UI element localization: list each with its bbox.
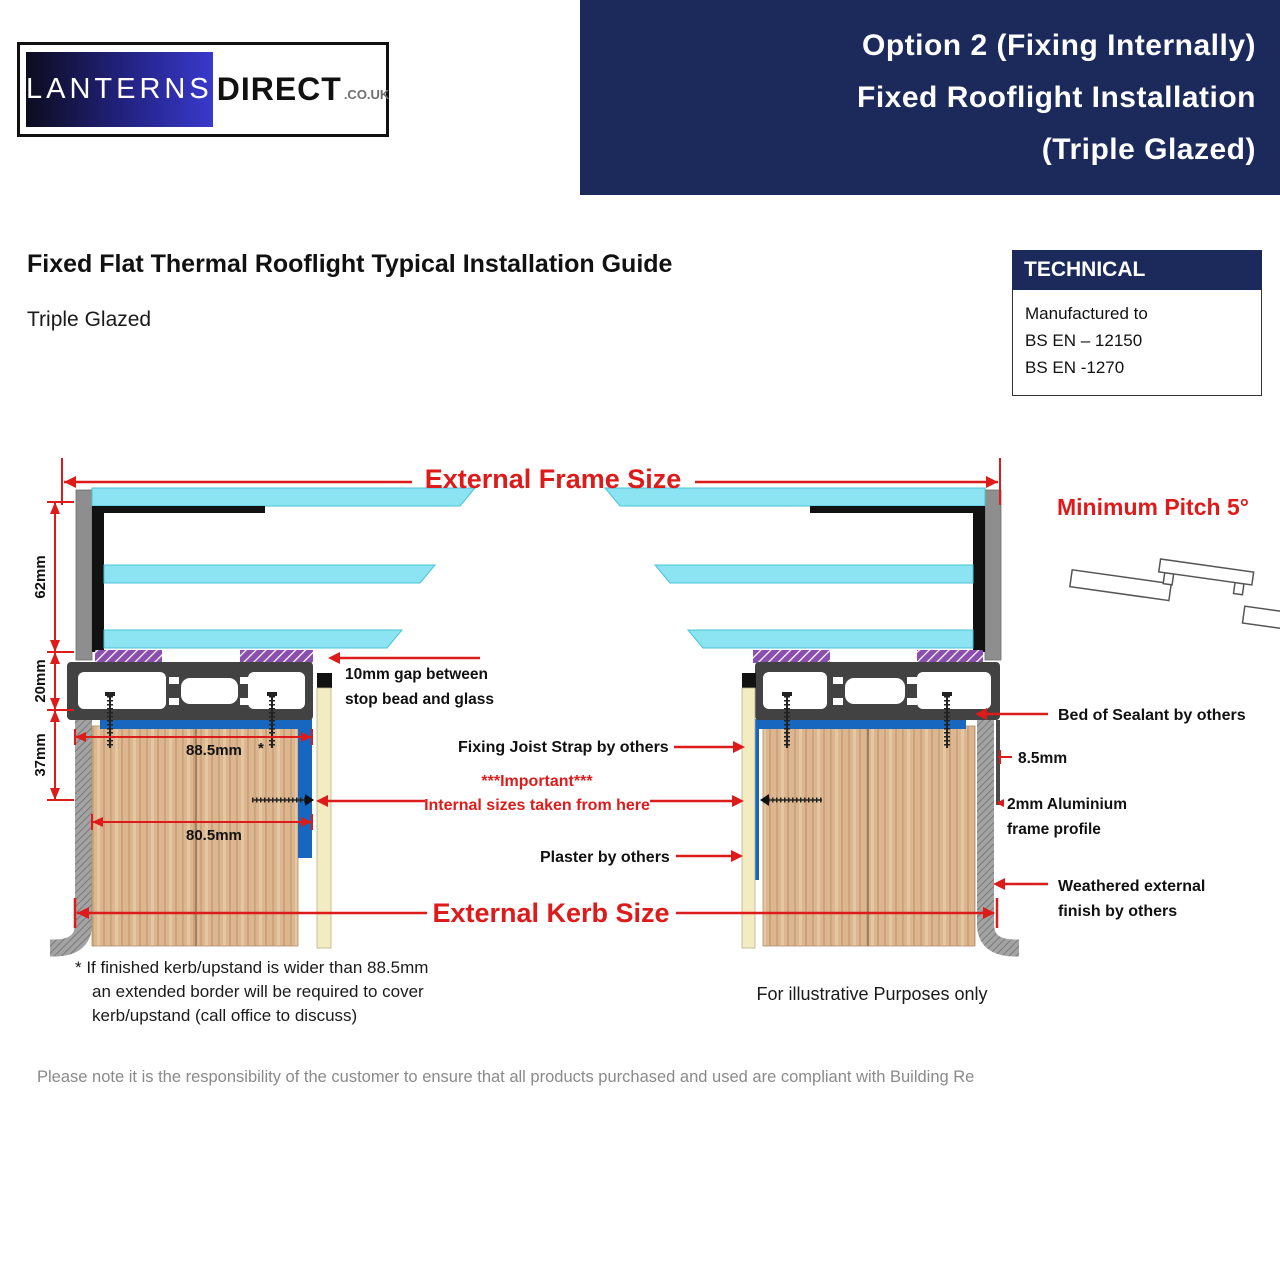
- frame-chamber: [181, 678, 238, 704]
- technical-box: [1012, 250, 1262, 396]
- plaster-callout: [676, 850, 743, 862]
- dim-88-5-label: 88.5mm: [186, 742, 242, 759]
- dim-8-5-label: 8.5mm: [1018, 750, 1068, 767]
- banner-line-1: Option 2 (Fixing Internally): [861, 29, 1256, 62]
- external-kerb-size-label: External Kerb Size: [432, 898, 670, 928]
- thermal-break: [169, 698, 179, 705]
- stop-bead-right: [742, 673, 756, 688]
- dim-20-label: 20mm: [32, 659, 49, 703]
- installation-cross-section-diagram: [0, 430, 1280, 1080]
- glass-pane-bottom-left: [104, 630, 402, 648]
- disclaimer-text: Please note it is the responsibility of the customer to ensure that all products purchased and used are compliant with Building Re: [37, 1068, 975, 1086]
- logo-direct-text: DIRECT: [216, 71, 342, 107]
- glass-edge-spacer-left: [92, 506, 104, 652]
- sealant-label: Bed of Sealant by others: [1058, 707, 1246, 724]
- dim-62-label: 62mm: [32, 555, 49, 599]
- gasket-left-a: [95, 650, 162, 663]
- alu-profile-label-2: frame profile: [1007, 821, 1101, 838]
- gasket-right-a: [753, 650, 830, 663]
- glass-spacer-top-right: [810, 506, 973, 513]
- footnote-line3: kerb/upstand (call office to discuss): [92, 1006, 358, 1025]
- weathered-label-1: Weathered external: [1058, 878, 1206, 895]
- glass-pane-bottom-right: [688, 630, 973, 648]
- header-banner: [580, 0, 1280, 195]
- glass-edge-spacer-right: [973, 506, 985, 652]
- logo-blue-block: [26, 52, 213, 127]
- plaster-label: Plaster by others: [540, 849, 670, 866]
- gasket-right-b: [917, 650, 983, 663]
- glass-pane-middle-right: [655, 565, 973, 583]
- important-label: ***Important***: [481, 773, 593, 790]
- plasterboard-left: [317, 688, 331, 948]
- thermal-break: [833, 677, 843, 684]
- stop-bead-left: [317, 673, 332, 688]
- weathered-callout: [993, 878, 1048, 890]
- plasterboard-right: [742, 688, 755, 948]
- page-subtitle: Triple Glazed: [27, 308, 152, 331]
- banner-line-2: Fixed Rooflight Installation: [857, 81, 1256, 114]
- company-logo: [17, 42, 389, 137]
- internal-sizes-label: Internal sizes taken from here: [424, 797, 650, 814]
- thermal-break: [240, 698, 250, 705]
- thermal-break: [169, 677, 179, 684]
- technical-box-header: TECHNICAL: [1012, 250, 1262, 290]
- weathered-finish-curve-right: [986, 910, 1020, 948]
- minimum-pitch-label: Minimum Pitch 5°: [1057, 494, 1249, 520]
- thermal-break: [907, 698, 917, 705]
- frame-edge-bar-left: [76, 490, 92, 660]
- technical-line: BS EN – 12150: [1025, 331, 1143, 350]
- technical-line: BS EN -1270: [1025, 358, 1125, 377]
- alu-profile-label-1: 2mm Aluminium: [1007, 796, 1127, 813]
- logo-suffix-text: .CO.UK: [343, 87, 390, 102]
- thermal-break: [833, 698, 843, 705]
- frame-edge-bar-right: [985, 490, 1001, 660]
- frame-chamber: [845, 678, 905, 704]
- thermal-break: [907, 677, 917, 684]
- glass-spacer-top-left: [92, 506, 265, 513]
- logo-lanterns-text: LANTERNS: [26, 73, 213, 105]
- pitch-glyph: [1068, 547, 1280, 637]
- gasket-left-b: [240, 650, 313, 663]
- joist-strap-label: Fixing Joist Strap by others: [458, 739, 669, 756]
- weathered-finish-strip-left: [75, 719, 92, 925]
- footnote-line2: an extended border will be required to cover: [92, 982, 424, 1001]
- dim-80-5-label: 80.5mm: [186, 827, 242, 844]
- gap-callout: [328, 652, 480, 664]
- technical-line: Manufactured to: [1025, 304, 1148, 323]
- technical-box-body: [1012, 290, 1262, 396]
- glass-pane-top-left: [92, 488, 475, 506]
- dim-8-5-marker: [998, 750, 1012, 764]
- left-section: [50, 488, 475, 948]
- dim-88-5-star: *: [258, 740, 264, 757]
- frame-chamber: [917, 672, 991, 709]
- weathered-label-2: finish by others: [1058, 903, 1178, 920]
- gap-label-line2: stop bead and glass: [345, 691, 495, 708]
- glass-pane-middle-left: [104, 565, 435, 583]
- dim-37-label: 37mm: [32, 733, 49, 777]
- vertical-dimension-chain: [47, 502, 74, 800]
- external-frame-size-label: External Frame Size: [424, 464, 682, 494]
- right-section: [605, 488, 1019, 948]
- banner-line-3: (Triple Glazed): [1041, 133, 1256, 166]
- sealant-callout: [975, 708, 1048, 720]
- joist-strap-horizontal-left: [100, 719, 312, 729]
- weathered-finish-curve-left: [50, 910, 84, 948]
- weathered-finish-strip-right: [977, 719, 994, 925]
- illustrative-label: For illustrative Purposes only: [756, 984, 988, 1004]
- frame-chamber: [78, 672, 166, 709]
- thermal-break: [240, 677, 250, 684]
- joist-strap-callout: [674, 741, 745, 753]
- page-title: Fixed Flat Thermal Rooflight Typical Installation Guide: [27, 250, 673, 278]
- gap-label-line1: 10mm gap between: [345, 666, 488, 683]
- frame-chamber: [248, 672, 305, 709]
- frame-chamber: [763, 672, 827, 709]
- footnote-line1: * If finished kerb/upstand is wider than 88.5mm: [75, 958, 429, 977]
